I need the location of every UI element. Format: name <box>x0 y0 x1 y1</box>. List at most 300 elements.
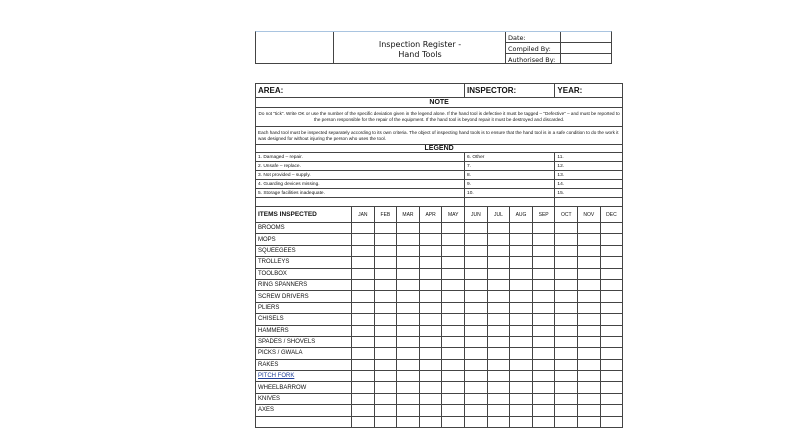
inspection-cell[interactable] <box>374 359 397 370</box>
inspection-cell[interactable] <box>442 371 465 382</box>
inspection-cell[interactable] <box>465 382 488 393</box>
inspection-cell[interactable] <box>442 268 465 279</box>
inspection-cell[interactable] <box>532 371 555 382</box>
inspection-cell[interactable] <box>465 245 488 256</box>
inspection-cell[interactable] <box>532 405 555 416</box>
inspection-cell[interactable] <box>532 257 555 268</box>
table-row <box>256 257 623 268</box>
inspection-cell[interactable] <box>442 336 465 347</box>
inspection-cell[interactable] <box>465 371 488 382</box>
legend-entry: 5. Storage facilities inadequate. <box>256 189 465 198</box>
inspection-cell[interactable] <box>555 371 578 382</box>
inspection-cell[interactable] <box>555 325 578 336</box>
inspection-cell[interactable] <box>532 348 555 359</box>
inspection-cell[interactable] <box>532 336 555 347</box>
inspection-cell[interactable] <box>419 223 442 234</box>
inspection-cell[interactable] <box>465 302 488 313</box>
inspection-cell[interactable] <box>397 234 420 245</box>
title-line: Hand Tools <box>398 50 442 59</box>
inspection-cell[interactable] <box>532 279 555 290</box>
inspection-cell[interactable] <box>465 416 488 427</box>
inspection-cell[interactable] <box>532 291 555 302</box>
inspection-cell[interactable] <box>555 416 578 427</box>
inspection-cell[interactable] <box>532 359 555 370</box>
inspection-cell[interactable] <box>442 279 465 290</box>
inspection-cell[interactable] <box>442 405 465 416</box>
inspection-cell[interactable] <box>465 325 488 336</box>
legend-entry: 14. <box>555 180 623 189</box>
inspection-cell[interactable] <box>397 314 420 325</box>
inspection-cell[interactable] <box>442 325 465 336</box>
empty-cell <box>465 198 555 207</box>
inspection-cell[interactable] <box>600 359 623 370</box>
table-row <box>256 325 623 336</box>
inspection-cell[interactable] <box>510 393 533 404</box>
inspection-cell[interactable] <box>352 382 375 393</box>
inspection-cell[interactable] <box>374 416 397 427</box>
month-header: AUG <box>510 207 533 223</box>
inspection-cell[interactable] <box>555 223 578 234</box>
inspection-cell[interactable] <box>465 359 488 370</box>
inspection-cell[interactable] <box>397 268 420 279</box>
inspection-cell[interactable] <box>419 336 442 347</box>
inspection-cell[interactable] <box>397 348 420 359</box>
legend-entry: 3. Not provided – supply. <box>256 171 465 180</box>
month-header: JUN <box>465 207 488 223</box>
inspection-cell[interactable] <box>600 279 623 290</box>
inspection-cell[interactable] <box>419 268 442 279</box>
inspection-cell[interactable] <box>555 245 578 256</box>
inspection-cell[interactable] <box>397 279 420 290</box>
inspection-cell[interactable] <box>442 314 465 325</box>
empty-cell <box>555 198 623 207</box>
inspection-cell[interactable] <box>578 416 601 427</box>
inspection-cell[interactable] <box>555 359 578 370</box>
inspection-cell[interactable] <box>555 336 578 347</box>
inspection-cell[interactable] <box>442 416 465 427</box>
inspection-cell[interactable] <box>510 302 533 313</box>
inspection-cell[interactable] <box>397 371 420 382</box>
inspection-cell[interactable] <box>510 382 533 393</box>
inspection-cell[interactable] <box>600 405 623 416</box>
inspection-cell[interactable] <box>419 359 442 370</box>
inspection-cell[interactable] <box>352 291 375 302</box>
inspection-cell[interactable] <box>419 371 442 382</box>
inspection-cell[interactable] <box>465 223 488 234</box>
item-name: TROLLEYS <box>256 257 352 268</box>
inspection-cell[interactable] <box>555 291 578 302</box>
inspection-cell[interactable] <box>487 279 510 290</box>
month-header: MAY <box>442 207 465 223</box>
month-header: OCT <box>555 207 578 223</box>
inspection-cell[interactable] <box>510 268 533 279</box>
title-line: Inspection Register - <box>378 40 462 49</box>
inspection-cell[interactable] <box>352 302 375 313</box>
inspection-cell[interactable] <box>555 268 578 279</box>
inspection-cell[interactable] <box>352 393 375 404</box>
item-name: AXES <box>256 405 352 416</box>
item-name: PITCH FORK <box>256 371 352 382</box>
inspection-cell[interactable] <box>397 359 420 370</box>
inspection-cell[interactable] <box>532 245 555 256</box>
inspection-cell[interactable] <box>374 234 397 245</box>
inspection-cell[interactable] <box>487 302 510 313</box>
inspection-cell[interactable] <box>352 223 375 234</box>
legend-entry: 1. Damaged – repair. <box>256 153 465 162</box>
inspection-cell[interactable] <box>578 279 601 290</box>
inspection-cell[interactable] <box>578 291 601 302</box>
table-row <box>256 268 623 279</box>
inspection-cell[interactable] <box>442 245 465 256</box>
inspection-cell[interactable] <box>600 382 623 393</box>
inspection-cell[interactable] <box>397 257 420 268</box>
inspection-cell[interactable] <box>487 314 510 325</box>
item-name: SQUEEGEES <box>256 245 352 256</box>
inspection-cell[interactable] <box>465 314 488 325</box>
inspection-cell[interactable] <box>397 382 420 393</box>
inspection-cell[interactable] <box>465 234 488 245</box>
inspection-cell[interactable] <box>374 325 397 336</box>
item-name <box>256 416 352 427</box>
inspection-cell[interactable] <box>600 393 623 404</box>
table-row <box>256 245 623 256</box>
inspection-cell[interactable] <box>397 393 420 404</box>
inspection-cell[interactable] <box>487 234 510 245</box>
inspection-cell[interactable] <box>419 348 442 359</box>
legend-row <box>256 171 623 180</box>
inspection-cell[interactable] <box>352 405 375 416</box>
inspector-field[interactable]: INSPECTOR: <box>465 84 555 98</box>
inspection-cell[interactable] <box>600 314 623 325</box>
inspection-cell[interactable] <box>555 279 578 290</box>
inspection-cell[interactable] <box>397 291 420 302</box>
inspection-cell[interactable] <box>374 302 397 313</box>
inspection-cell[interactable] <box>600 234 623 245</box>
inspection-cell[interactable] <box>600 325 623 336</box>
inspection-cell[interactable] <box>374 223 397 234</box>
inspection-cell[interactable] <box>442 393 465 404</box>
inspection-cell[interactable] <box>487 325 510 336</box>
inspection-cell[interactable] <box>600 416 623 427</box>
table-row <box>256 223 623 234</box>
inspection-cell[interactable] <box>465 336 488 347</box>
inspection-cell[interactable] <box>374 371 397 382</box>
inspection-cell[interactable] <box>487 359 510 370</box>
inspection-cell[interactable] <box>419 382 442 393</box>
table-row <box>256 382 623 393</box>
inspection-cell[interactable] <box>442 348 465 359</box>
inspection-cell[interactable] <box>419 325 442 336</box>
month-header: SEP <box>532 207 555 223</box>
divider <box>506 42 611 43</box>
inspection-cell[interactable] <box>510 234 533 245</box>
inspection-cell[interactable] <box>419 393 442 404</box>
inspection-cell[interactable] <box>578 336 601 347</box>
table-row <box>256 371 623 382</box>
inspection-cell[interactable] <box>510 279 533 290</box>
inspection-cell[interactable] <box>352 279 375 290</box>
inspection-cell[interactable] <box>442 234 465 245</box>
inspection-cell[interactable] <box>578 223 601 234</box>
inspection-cell[interactable] <box>419 405 442 416</box>
inspection-cell[interactable] <box>555 393 578 404</box>
inspection-cell[interactable] <box>578 257 601 268</box>
inspection-cell[interactable] <box>419 302 442 313</box>
month-header: FEB <box>374 207 397 223</box>
inspection-cell[interactable] <box>442 359 465 370</box>
legend-entry: 13. <box>555 171 623 180</box>
table-row <box>256 405 623 416</box>
legend-entry: 9. <box>465 180 555 189</box>
inspection-cell[interactable] <box>510 405 533 416</box>
inspection-cell[interactable] <box>600 348 623 359</box>
inspection-cell[interactable] <box>442 257 465 268</box>
inspection-cell[interactable] <box>578 268 601 279</box>
inspection-cell[interactable] <box>555 257 578 268</box>
inspection-cell[interactable] <box>419 257 442 268</box>
inspection-cell[interactable] <box>397 336 420 347</box>
item-name: CHISELS <box>256 314 352 325</box>
inspection-cell[interactable] <box>487 336 510 347</box>
note-text: Do not "tick". Write OK or use the number of the specific deviation given in the legend alone. If the hand tool is defective it must be tagged – "Defective" – and must be reported to the person responsible for the repair of the equipment. If the hand tool is beyond repair it must be destroyed and discarded. <box>256 108 623 127</box>
inspection-cell[interactable] <box>397 416 420 427</box>
inspection-cell[interactable] <box>352 359 375 370</box>
item-name: MOPS <box>256 234 352 245</box>
inspection-cell[interactable] <box>374 405 397 416</box>
inspection-cell[interactable] <box>465 348 488 359</box>
inspection-cell[interactable] <box>465 257 488 268</box>
legend-entry: 12. <box>555 162 623 171</box>
inspection-cell[interactable] <box>487 371 510 382</box>
legend-row <box>256 153 623 162</box>
inspection-cell[interactable] <box>419 416 442 427</box>
inspection-cell[interactable] <box>465 393 488 404</box>
legend-row <box>256 162 623 171</box>
inspection-cell[interactable] <box>397 223 420 234</box>
inspection-cell[interactable] <box>578 348 601 359</box>
inspection-cell[interactable] <box>442 302 465 313</box>
inspection-cell[interactable] <box>600 223 623 234</box>
month-header: MAR <box>397 207 420 223</box>
inspection-cell[interactable] <box>578 405 601 416</box>
document-header <box>255 31 612 64</box>
inspection-cell[interactable] <box>465 405 488 416</box>
inspection-cell[interactable] <box>352 336 375 347</box>
inspection-cell[interactable] <box>555 348 578 359</box>
inspection-cell[interactable] <box>510 291 533 302</box>
inspection-cell[interactable] <box>532 393 555 404</box>
date-label: Date: <box>508 34 526 42</box>
divider <box>506 53 611 54</box>
inspection-cell[interactable] <box>555 302 578 313</box>
inspection-cell[interactable] <box>532 302 555 313</box>
inspection-cell[interactable] <box>487 382 510 393</box>
inspection-cell[interactable] <box>578 302 601 313</box>
inspection-cell[interactable] <box>487 223 510 234</box>
inspection-cell[interactable] <box>352 314 375 325</box>
document-title <box>334 40 506 60</box>
inspection-cell[interactable] <box>532 382 555 393</box>
table-row <box>256 359 623 370</box>
inspection-cell[interactable] <box>600 371 623 382</box>
inspection-cell[interactable] <box>510 348 533 359</box>
inspection-cell[interactable] <box>465 279 488 290</box>
inspection-cell[interactable] <box>578 382 601 393</box>
inspection-cell[interactable] <box>578 314 601 325</box>
inspection-cell[interactable] <box>397 245 420 256</box>
inspection-cell[interactable] <box>465 291 488 302</box>
inspection-cell[interactable] <box>374 393 397 404</box>
inspection-cell[interactable] <box>510 223 533 234</box>
compiled-by-label: Compiled By: <box>508 45 551 53</box>
inspection-cell[interactable] <box>555 382 578 393</box>
inspection-cell[interactable] <box>419 245 442 256</box>
inspection-cell[interactable] <box>352 234 375 245</box>
inspection-cell[interactable] <box>419 291 442 302</box>
inspection-cell[interactable] <box>600 336 623 347</box>
item-name: BROOMS <box>256 223 352 234</box>
inspection-cell[interactable] <box>510 325 533 336</box>
inspection-cell[interactable] <box>352 245 375 256</box>
inspection-cell[interactable] <box>374 257 397 268</box>
inspection-cell[interactable] <box>397 302 420 313</box>
inspection-cell[interactable] <box>510 257 533 268</box>
inspection-table <box>255 83 623 428</box>
table-row <box>256 314 623 325</box>
inspection-cell[interactable] <box>578 393 601 404</box>
month-header: APR <box>419 207 442 223</box>
month-header: JUL <box>487 207 510 223</box>
legend-entry: 8. <box>465 171 555 180</box>
inspection-cell[interactable] <box>487 416 510 427</box>
inspection-cell[interactable] <box>397 325 420 336</box>
inspection-cell[interactable] <box>555 314 578 325</box>
inspection-cell[interactable] <box>397 405 420 416</box>
inspection-cell[interactable] <box>600 302 623 313</box>
legend-entry: 11. <box>555 153 623 162</box>
inspection-cell[interactable] <box>352 416 375 427</box>
table-row <box>256 416 623 427</box>
legend-entry: 6. Other <box>465 153 555 162</box>
inspection-cell[interactable] <box>465 268 488 279</box>
inspection-cell[interactable] <box>510 245 533 256</box>
inspection-cell[interactable] <box>600 291 623 302</box>
inspection-cell[interactable] <box>352 268 375 279</box>
inspection-cell[interactable] <box>600 245 623 256</box>
item-name: TOOLBOX <box>256 268 352 279</box>
inspection-cell[interactable] <box>442 382 465 393</box>
inspection-cell[interactable] <box>442 223 465 234</box>
item-name: PLIERS <box>256 302 352 313</box>
inspection-cell[interactable] <box>600 268 623 279</box>
table-row <box>256 279 623 290</box>
inspection-cell[interactable] <box>510 359 533 370</box>
inspection-cell[interactable] <box>510 371 533 382</box>
year-field[interactable]: YEAR: <box>555 84 623 98</box>
inspection-cell[interactable] <box>374 382 397 393</box>
empty-cell <box>256 198 465 207</box>
legend-entry: 7. <box>465 162 555 171</box>
inspection-cell[interactable] <box>578 234 601 245</box>
inspection-cell[interactable] <box>352 348 375 359</box>
inspection-cell[interactable] <box>374 268 397 279</box>
inspection-cell[interactable] <box>600 257 623 268</box>
item-name: RAKES <box>256 359 352 370</box>
inspection-cell[interactable] <box>374 245 397 256</box>
table-row <box>256 393 623 404</box>
inspection-cell[interactable] <box>487 257 510 268</box>
table-row <box>256 302 623 313</box>
item-name: KNIVES <box>256 393 352 404</box>
table-row <box>256 291 623 302</box>
inspection-cell[interactable] <box>510 314 533 325</box>
legend-heading: LEGEND <box>256 145 623 153</box>
inspection-cell[interactable] <box>419 279 442 290</box>
inspection-cell[interactable] <box>510 416 533 427</box>
note-heading: NOTE <box>256 98 623 108</box>
inspection-cell[interactable] <box>532 314 555 325</box>
legend-entry: 2. Unsafe – replace. <box>256 162 465 171</box>
legend-entry: 10. <box>465 189 555 198</box>
items-heading: ITEMS INSPECTED <box>256 207 352 223</box>
area-field[interactable]: AREA: <box>256 84 465 98</box>
inspection-cell[interactable] <box>532 325 555 336</box>
inspection-cell[interactable] <box>419 314 442 325</box>
inspection-cell[interactable] <box>487 268 510 279</box>
inspection-cell[interactable] <box>532 268 555 279</box>
inspection-cell[interactable] <box>578 325 601 336</box>
inspection-cell[interactable] <box>419 234 442 245</box>
inspection-cell[interactable] <box>352 257 375 268</box>
inspection-cell[interactable] <box>532 416 555 427</box>
inspection-cell[interactable] <box>578 371 601 382</box>
inspection-cell[interactable] <box>374 314 397 325</box>
inspection-cell[interactable] <box>374 291 397 302</box>
inspection-cell[interactable] <box>487 405 510 416</box>
inspection-cell[interactable] <box>555 405 578 416</box>
inspection-cell[interactable] <box>487 348 510 359</box>
item-name: SCREW DRIVERS <box>256 291 352 302</box>
month-header: JAN <box>352 207 375 223</box>
inspection-cell[interactable] <box>352 325 375 336</box>
inspection-cell[interactable] <box>487 393 510 404</box>
divider <box>560 32 561 63</box>
inspection-cell[interactable] <box>442 291 465 302</box>
inspection-cell[interactable] <box>555 234 578 245</box>
month-header: NOV <box>578 207 601 223</box>
inspection-cell[interactable] <box>374 279 397 290</box>
inspection-cell[interactable] <box>487 245 510 256</box>
authorised-by-label: Authorised By: <box>508 56 556 64</box>
item-name: HAMMERS <box>256 325 352 336</box>
legend-entry: 4. Guarding devices missing. <box>256 180 465 189</box>
inspection-cell[interactable] <box>487 291 510 302</box>
inspection-cell[interactable] <box>532 223 555 234</box>
inspection-cell[interactable] <box>532 234 555 245</box>
inspection-cell[interactable] <box>578 359 601 370</box>
legend-row <box>256 180 623 189</box>
item-name: SPADES / SHOVELS <box>256 336 352 347</box>
table-row <box>256 234 623 245</box>
inspection-cell[interactable] <box>578 245 601 256</box>
inspection-cell[interactable] <box>374 336 397 347</box>
inspection-cell[interactable] <box>374 348 397 359</box>
criteria-text: Each hand tool must be inspected separately according to its own criteria. The object of inspecting hand tools is to ensure that the hand tool is in a safe condition to do the work it was designed for without injuring the person who uses the tool. <box>256 127 623 145</box>
item-name: WHEELBARROW <box>256 382 352 393</box>
month-header: DEC <box>600 207 623 223</box>
inspection-cell[interactable] <box>352 371 375 382</box>
inspection-cell[interactable] <box>510 336 533 347</box>
